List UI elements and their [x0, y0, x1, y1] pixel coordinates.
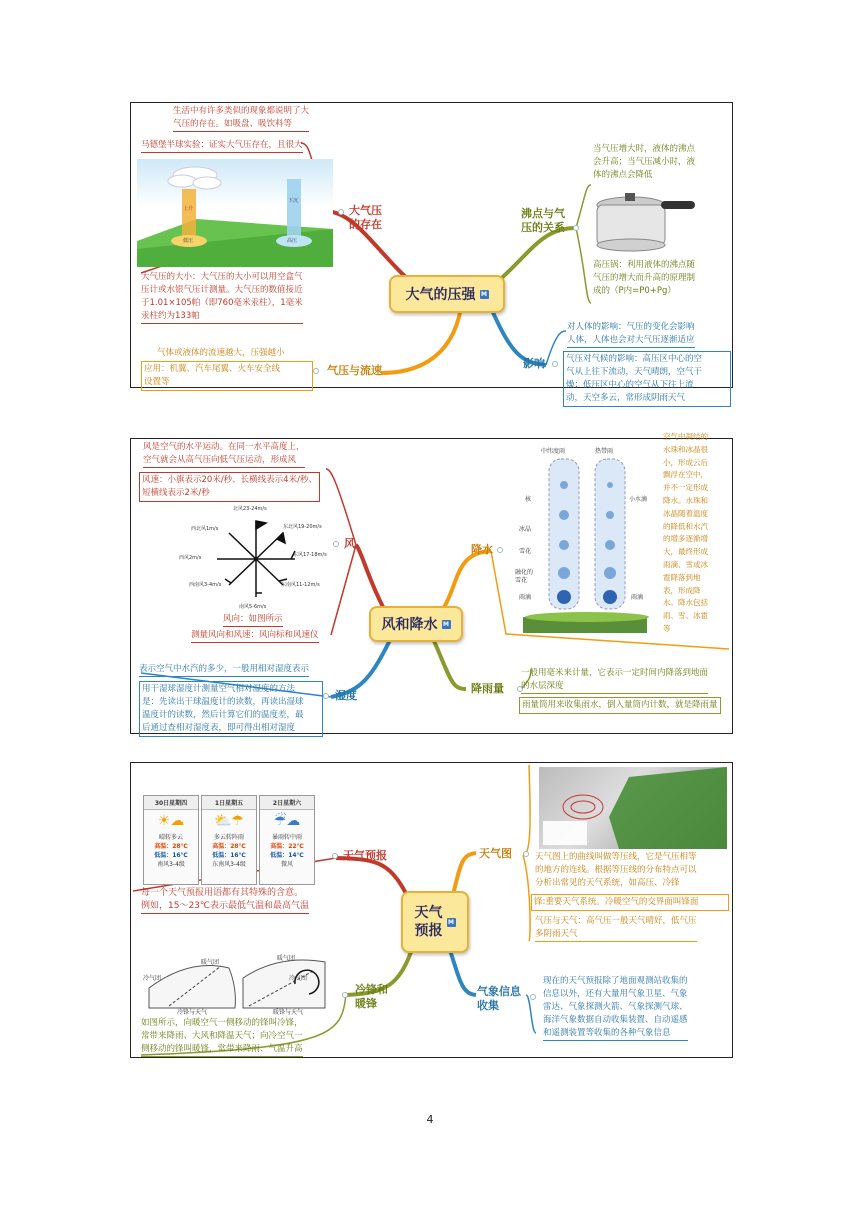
branch-forecast: 天气预报: [343, 849, 387, 862]
note-humidity-def: 表示空气中水汽的多少，一般用相对湿度表示: [139, 663, 309, 677]
central-topic: [401, 891, 469, 953]
sun-cloud-icon: ☀☁: [157, 813, 185, 829]
forecast-high: 高温：22℃: [270, 843, 304, 850]
note-forecast-meaning: 每一个天气预报用语都有其特殊的含意。 例如，15～23℃表示最低气温和最高气温: [141, 887, 309, 914]
note-rainfall-def: 一般用毫米来计量，它表示一定时间内降落到地面 的水层深度: [521, 667, 708, 694]
label-down: 下沉: [288, 198, 299, 204]
label-low: 低压: [183, 238, 194, 244]
central-topic-label: 大气的压强: [405, 287, 476, 303]
label-ice: 冰晶: [519, 526, 532, 533]
forecast-high: 高温：28℃: [154, 843, 188, 850]
forecast-low: 低温：16℃: [154, 852, 188, 859]
label-warm-air-2: 暖气团: [277, 955, 296, 962]
note-magdeburg: 马德堡半球实验：证实大气压存在，且很大: [141, 139, 303, 153]
forecast-low: 低温：16℃: [212, 852, 246, 859]
caption-warm-front: 暖锋与天气: [273, 1009, 304, 1016]
caption-cold-front: 冷锋与天气: [177, 1009, 208, 1016]
label-cold-air-2: 冷气团: [289, 975, 308, 982]
note-phenomena: 生活中有许多类似的现象都说明了大 气压的存在。如吸盘、吸饮料等: [173, 105, 309, 132]
branch-wind: 风: [344, 537, 355, 550]
compass-se: 东南风11-12m/s: [281, 582, 320, 588]
label-melt: 融化的 雪花: [515, 569, 534, 584]
forecast-card: [143, 795, 199, 885]
collapse-dot[interactable]: [333, 541, 339, 547]
branch-existence: 大气压 的存在: [349, 204, 382, 231]
note-humidity-method: 用干湿球湿度计测量空气相对湿度的方法 是：先读出干球温度计的读数，再读出湿球 温度计的读数，然后计算它们的温度差，最 后通过查相对湿度表，即可得出相对湿度: [139, 681, 323, 737]
compass-e: 东风17-18m/s: [293, 552, 327, 558]
note-size: 大气压的大小：大气压的大小可以用空盒气 压计或水银气压计测量。大气压的数值接近 于1.01×105帕（即760毫米汞柱），1毫米 汞柱约为133帕: [141, 271, 303, 324]
central-topic: [389, 275, 505, 313]
branch-influence: 影响: [523, 357, 545, 370]
branch-flow: 气压与流速: [327, 364, 382, 377]
note-wind-dir: 风向：如图所示: [223, 613, 283, 627]
branch-humidity: 湿度: [335, 689, 357, 702]
mindmap-badge-icon: M: [448, 918, 454, 926]
compass-ne: 东北风19-20m/s: [283, 524, 322, 530]
compass-w: 西风2m/s: [179, 555, 202, 561]
collapse-dot[interactable]: [530, 994, 536, 1000]
compass-nw: 西北风1m/s: [191, 526, 219, 532]
note-front-desc: 如图所示，向暖空气一侧移动的锋叫冷锋， 常带来降雨、大风和降温天气；向冷空气一 侧移动的锋叫暖锋，常带来降雨、气温升高: [141, 1017, 303, 1057]
central-topic-label: 风和降水: [381, 617, 438, 633]
mindmap-wind-precipitation: [130, 432, 733, 734]
branch-weather-map: 天气图: [479, 847, 512, 860]
collapse-dot[interactable]: [332, 853, 338, 859]
note-body: 对人体的影响：气压的变化会影响 人体，人体也会对大气压逐渐适应: [567, 321, 695, 348]
forecast-cards: [139, 789, 323, 889]
forecast-card: [201, 795, 257, 885]
label-raindrop: 雨滴: [519, 594, 532, 601]
wind-compass-diagram: [161, 501, 351, 617]
note-rainfall-measure: 雨量筒用来收集雨水，倒入量筒内计数，就是降雨量: [519, 697, 721, 714]
central-topic: [369, 606, 463, 642]
label-mid-lat-rain: 中纬度雨: [541, 448, 566, 455]
heavy-rain-icon: ☔☁: [273, 813, 301, 829]
mindmap-weather-forecast: [130, 762, 733, 1058]
label-up: 上升: [183, 206, 194, 212]
collapse-dot[interactable]: [342, 992, 348, 998]
forecast-wind: 南风3-4级: [157, 861, 185, 868]
label-cold-air: 冷气团: [143, 975, 162, 982]
forecast-desc: 暴雨转中雨: [271, 834, 302, 841]
cloud-rain-icon: ⛅☂: [214, 813, 244, 829]
collapse-dot[interactable]: [497, 547, 503, 553]
forecast-wind: 微风: [280, 861, 293, 868]
mindmap-badge-icon: M: [443, 620, 449, 628]
branch-boiling: 沸点与气 压的关系: [521, 207, 565, 234]
pressure-cooker-image: [591, 191, 701, 253]
air-pressure-illustration: [137, 159, 333, 267]
note-boil-rule: 当气压增大时，液体的沸点 会升高；当气压减小时，液 体的沸点会降低: [593, 144, 696, 180]
forecast-day: 1日星期五: [202, 796, 256, 810]
front-diagram: [139, 948, 335, 1016]
forecast-desc: 多云转阵雨: [213, 834, 244, 841]
label-tropical-rain: 热带雨: [595, 448, 614, 455]
forecast-card: [259, 795, 315, 885]
collapse-dot[interactable]: [323, 693, 329, 699]
collapse-dot[interactable]: [573, 225, 579, 231]
mindmap-badge-icon: M: [481, 290, 487, 298]
note-precip-desc: 空气中凝结的 水珠和冰晶很 小，形成云后 飘浮在空中， 并不一定形成 降水。水珠和 冰晶随着温度 的降低和水汽 的增多逐渐增 大，最终形成 雨滴、雪或冰 雹降落到地 表，形成降 水。降水包括 雨、雪、冰雹 等: [663, 432, 708, 633]
precipitation-diagram: [511, 445, 659, 641]
collapse-dot[interactable]: [552, 361, 558, 367]
branch-rainfall: 降雨量: [471, 682, 504, 695]
branch-precip: 降水: [471, 543, 493, 556]
collapse-dot[interactable]: [338, 209, 344, 215]
branch-fronts: 冷锋和 暖锋: [355, 983, 388, 1010]
forecast-high: 高温：28℃: [212, 843, 246, 850]
weather-map-image: [539, 767, 727, 849]
note-map-pressure: 气压与天气：高气压一般天气晴好，低气压 多阴雨天气: [535, 915, 697, 942]
compass-n: 北风23-24m/s: [233, 506, 267, 512]
forecast-day: 2日星期六: [260, 796, 314, 810]
label-raindrop-2: 雨滴: [631, 594, 644, 601]
label-warm-air: 暖气团: [201, 959, 220, 966]
note-map-iso: 天气图上的曲线叫做等压线，它是气压相等 的地方的连线。根据等压线的分布特点可以 分析出常见的天气系统，如高压、冷锋: [535, 852, 697, 888]
compass-s: 南风5-6m/s: [239, 604, 267, 610]
note-flow-app: 应用：机翼、汽车尾翼、火车安全线 设置等: [141, 361, 313, 391]
branch-info: 气象信息 收集: [477, 985, 521, 1012]
note-cooker: 高压锅：利用液体的沸点随 气压的增大而升高的原理制 成的（P内=P0+Pg）: [593, 260, 696, 296]
compass-sw: 西南风3-4m/s: [189, 582, 222, 588]
forecast-day: 30日星期四: [144, 796, 198, 810]
label-snow: 雪花: [519, 548, 532, 555]
collapse-dot[interactable]: [313, 368, 319, 374]
forecast-low: 低温：14℃: [270, 852, 304, 859]
collapse-dot[interactable]: [523, 851, 529, 857]
note-map-front: 锋:重要天气系统。冷暖空气的交界面叫锋面: [531, 894, 729, 911]
note-wind-speed: 风速：小旗表示20米/秒、长横线表示4米/秒、 短横线表示2米/秒: [139, 472, 320, 502]
note-wind-measure: 测量风向和风速：风向标和风速仪: [191, 629, 319, 643]
forecast-desc: 晴转多云: [158, 834, 183, 841]
label-core: 核: [525, 496, 532, 503]
note-info-desc: 现在的天气预报除了地面观测站收集的 信息以外，还有大量用气象卫星、气象 雷达、气象探测火箭、气象探测气球、 海洋气象数据自动收集装置、自动遥感 和遥测装置等收集的各种气象信息: [543, 975, 688, 1041]
page-number: 4: [426, 1113, 434, 1126]
note-weather: 气压对气候的影响：高压区中心的空 气从上往下流动，天气晴朗，空气干 燥；低压区中心的空气从下往上流 动，天空多云，常形成阴雨天气: [563, 351, 731, 407]
note-wind-def: 风是空气的水平运动。在同一水平高度上， 空气就会从高气压向低气压运动，形成风: [143, 441, 305, 468]
mindmap-air-pressure: [130, 102, 733, 403]
label-high: 高压: [287, 238, 298, 244]
forecast-wind: 东南风3-4级: [212, 861, 246, 868]
note-flow-rule: 气体或液体的流速越大，压强越小: [157, 348, 285, 358]
central-topic-label: 天气 预报: [414, 905, 443, 939]
label-small-drop: 小水滴: [629, 496, 648, 503]
